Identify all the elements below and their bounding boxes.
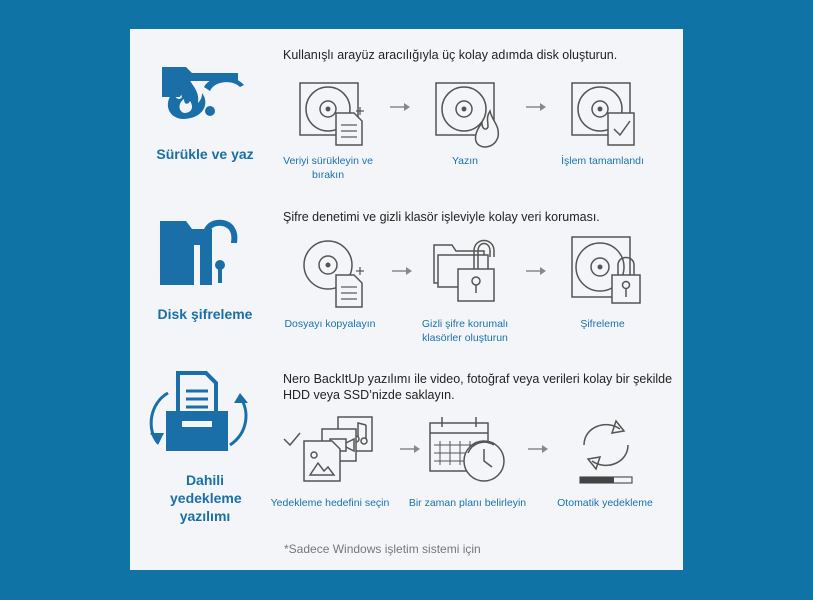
step-label: Yedekleme hedefini seçin [270,497,390,509]
step-label: Gizli şifre korumalı klasörler oluşturun [421,318,509,344]
section-headline: Kullanışlı arayüz aracılığıyla üç kolay adımda disk oluşturun. [283,48,618,62]
feature-panel [130,29,683,570]
section-headline: Şifre denetimi ve gizli klasör işleviyle kolay veri koruması. [283,210,600,224]
media-files-icon [280,415,398,485]
document-sync-icon [144,367,254,457]
step-label: Bir zaman planı belirleyin [408,497,527,509]
feature-title: Disk şifreleme [157,306,253,322]
step-label: Dosyayı kopyalayın [284,318,376,330]
section-backup [130,29,683,570]
step-label: Otomatik yedekleme [557,497,653,509]
step-label: Yazın [451,155,479,167]
arrow-right-icon [400,445,420,453]
calendar-clock-icon [428,415,510,485]
step-label: Veriyi sürükleyin ve bırakın [283,155,373,181]
step-label: İşlem tamamlandı [561,155,644,167]
footnote: *Sadece Windows işletim sistemi için [284,542,481,556]
feature-title: Sürükle ve yaz [156,146,254,162]
section-headline: Nero BackItUp yazılımı ile video, fotoğraf veya verileri kolay bir şekilde HDD veya SSD’nizde saklayın. [283,372,673,402]
feature-title: Dahili yedekleme yazılımı [170,472,242,524]
arrow-right-icon [528,445,548,453]
step-label: Şifreleme [580,318,625,330]
sync-progress-icon [576,415,636,485]
